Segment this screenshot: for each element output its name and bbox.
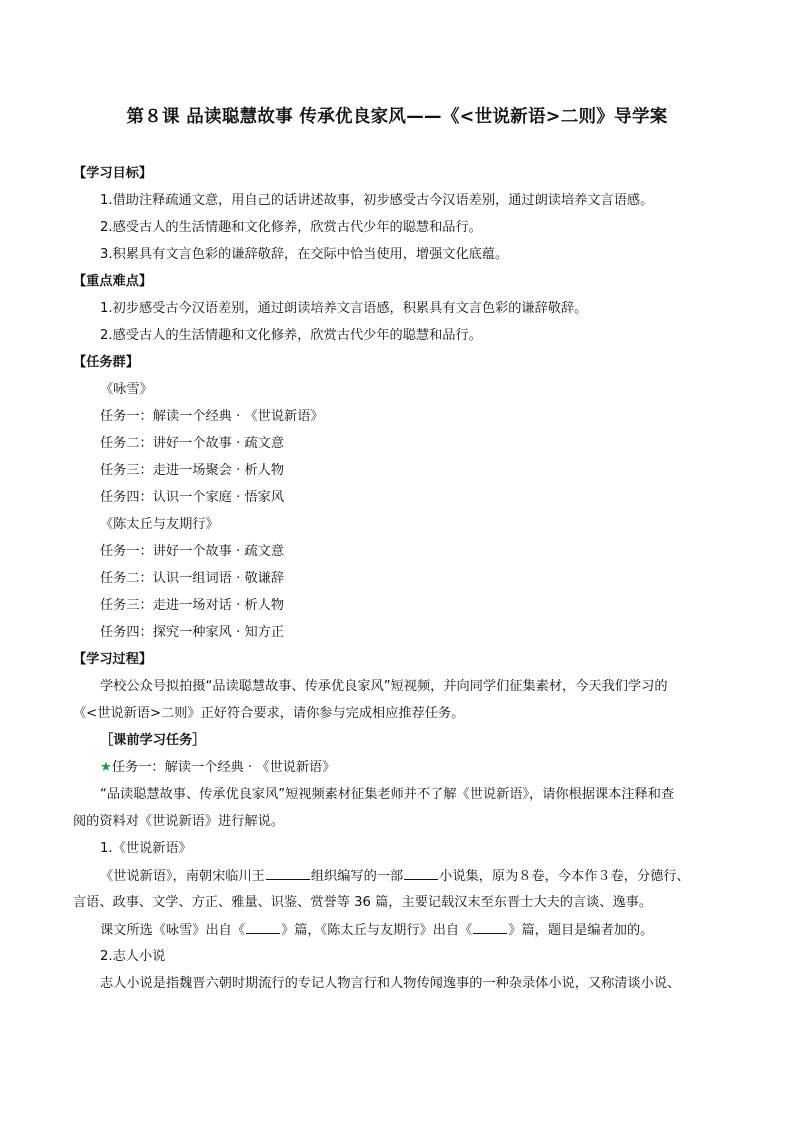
- task-item: 任务二：认识一组词语 · 敬谦辞: [100, 571, 285, 586]
- key-item: 2.感受古人的生活情趣和文化修养，欣赏古代少年的聪慧和品行。: [100, 328, 482, 343]
- item1-text: 》篇，题目是编者加的。: [508, 923, 654, 938]
- task-item: 任务一：讲好一个故事 · 疏文意: [100, 544, 285, 559]
- item1-title: 1.《世说新语》: [100, 841, 192, 856]
- item1-text: 》篇，《陈太丘与友期行》出自《: [281, 923, 473, 938]
- item1-line-2: 言语、政事、文学、方正、雅量、识鉴、赏誉等 36 篇，主要记载汉末至东晋士大夫的言谈、逸事。: [73, 895, 653, 910]
- tasks-heading: 【任务群】: [73, 355, 139, 370]
- item1-line-3: [100, 921, 653, 940]
- item1-text: 组织编写的一部: [310, 869, 404, 884]
- key-heading: 【重点难点】: [73, 274, 153, 289]
- goal-item: 1.借助注释疏通文意，用自己的话讲述故事，初步感受古今汉语差别，通过朗读培养文言语感。: [100, 193, 654, 208]
- goal-item: 3.积累具有文言色彩的谦辞敬辞，在交际中恰当使用，增强文化底蕴。: [100, 247, 509, 262]
- goals-heading: 【学习目标】: [73, 166, 153, 181]
- task-item: 任务四：探究一种家风 · 知方正: [100, 625, 285, 640]
- fill-blank[interactable]: [404, 867, 438, 880]
- item1-line-1: [100, 867, 690, 886]
- fill-blank[interactable]: [473, 921, 507, 934]
- task1-title: 任务一：解读一个经典 · 《世说新语》: [111, 760, 336, 775]
- tasks-b-title: 《陈太丘与友期行》: [100, 517, 219, 532]
- fill-blank[interactable]: [246, 921, 280, 934]
- process-paragraph-line: 学校公众号拟拍摄“品读聪慧故事、传承优良家风”短视频，并向同学们征集素材，今天我们学习的: [100, 679, 668, 694]
- task-item: 任务一：解读一个经典 · 《世说新语》: [100, 409, 324, 424]
- goal-item: 2.感受古人的生活情趣和文化修养，欣赏古代少年的聪慧和品行。: [100, 220, 482, 235]
- fill-blank[interactable]: [266, 867, 310, 880]
- task1-paragraph-line: 阅的资料对《世说新语》进行解说。: [73, 814, 284, 829]
- key-item: 1.初步感受古今汉语差别，通过朗读培养文言语感，积累具有文言色彩的谦辞敬辞。: [100, 301, 588, 316]
- task-item: 任务二：讲好一个故事 · 疏文意: [100, 436, 285, 451]
- pre-task-heading: ［课前学习任务］: [100, 733, 206, 748]
- tasks-a-title: 《咏雪》: [100, 382, 153, 397]
- item2-line-1: 志人小说是指魏晋六朝时期流行的专记人物言行和人物传闻逸事的一种杂录体小说，又称清谈小说、: [100, 976, 681, 991]
- process-paragraph-line: 《<世说新语>二则》正好符合要求，请你参与完成相应推荐任务。: [73, 706, 465, 721]
- item1-text: 课文所选《咏雪》出自《: [100, 923, 246, 938]
- process-heading: 【学习过程】: [73, 652, 153, 667]
- task-item: 任务三：走进一场对话 · 析人物: [100, 598, 285, 613]
- task-item: 任务三：走进一场聚会 · 析人物: [100, 463, 285, 478]
- item1-text: 《世说新语》，南朝宋临川王: [100, 869, 265, 884]
- task-item: 任务四：认识一个家庭 · 悟家风: [100, 490, 285, 505]
- item2-title: 2.志人小说: [100, 949, 166, 964]
- item1-text: 小说集，原为８卷，今本作３卷，分德行、: [439, 869, 690, 884]
- task1-title-line: [100, 759, 335, 777]
- star-icon: ★: [100, 760, 112, 775]
- task1-paragraph-line: “品读聪慧故事、传承优良家风”短视频素材征集老师并不了解《世说新语》，请你根据课本注释和查: [100, 787, 675, 802]
- page-title: 第８课 品读聪慧故事 传承优良家风——《<世说新语>二则》导学案: [126, 107, 668, 127]
